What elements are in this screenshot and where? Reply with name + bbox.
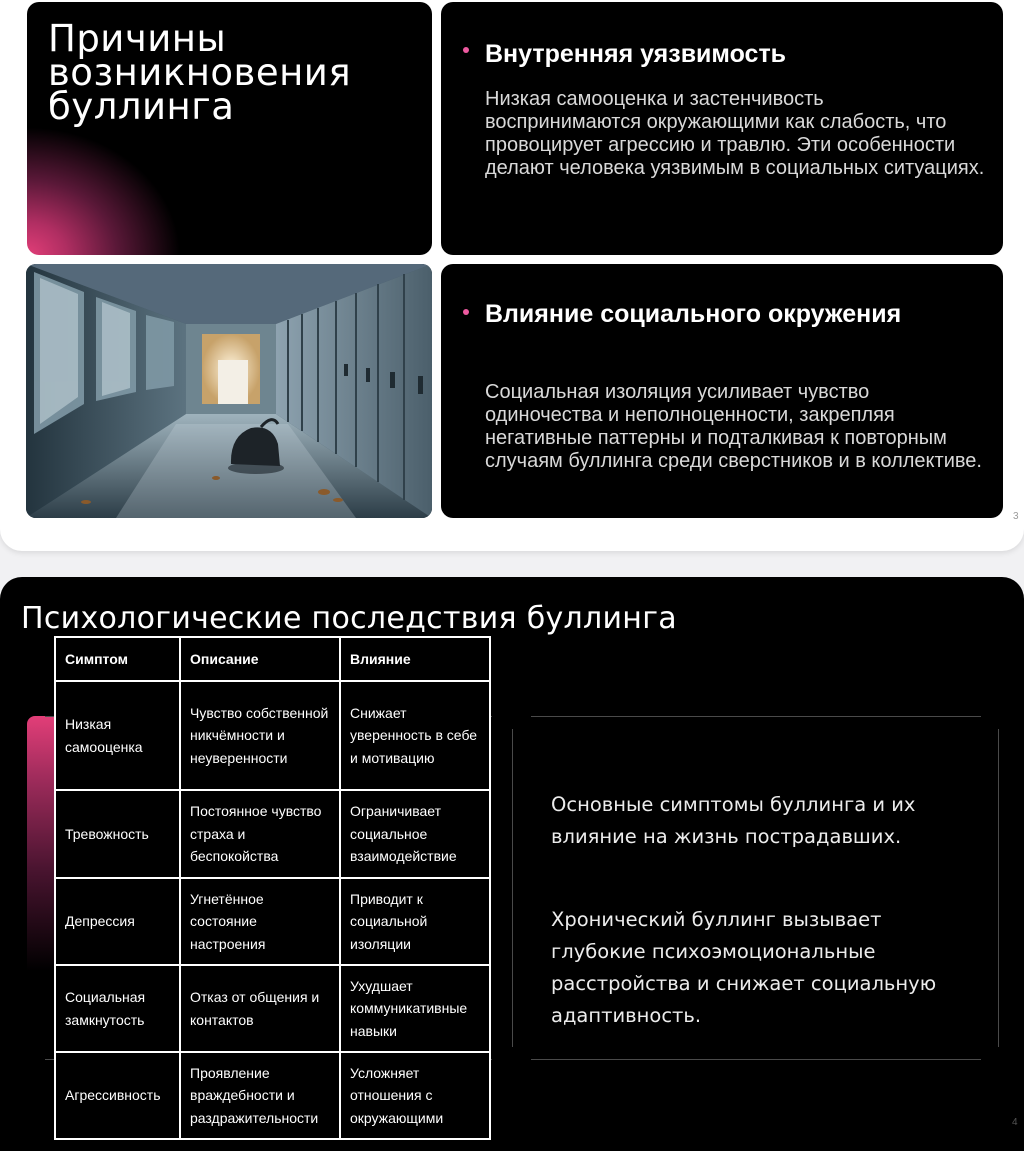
bullet-dot-icon	[463, 47, 469, 53]
table-cell: Ограничивает социальное взаимодействие	[340, 790, 490, 878]
card-heading: Внутренняя уязвимость	[485, 40, 787, 68]
slide-3	[0, 0, 1024, 551]
info-card-social-environment	[441, 264, 1003, 518]
card-text: Низкая самооценка и застенчивость воспринимаются окружающими как слабость, что провоцирует агрессию и травлю. Эти особенности делают человека уязвимым в социальных ситуациях.	[485, 88, 985, 179]
bullet-dot-icon	[463, 309, 469, 315]
divider	[998, 729, 999, 1047]
card-heading: Влияние социального окружения	[485, 300, 902, 328]
symptoms-table	[54, 636, 491, 1140]
table-cell: Ухудшает коммуникативные навыки	[340, 965, 490, 1052]
slide-title: Психологические последствия буллинга	[21, 601, 677, 636]
divider	[531, 716, 981, 717]
decorative-gradient	[27, 716, 57, 1056]
table-cell: Низкая самооценка	[55, 681, 180, 790]
table-cell: Депрессия	[55, 878, 180, 965]
column-header: Влияние	[340, 637, 490, 681]
table-cell: Чувство собственной никчёмности и неуверенности	[180, 681, 340, 790]
table-row	[55, 1052, 490, 1139]
column-header: Описание	[180, 637, 340, 681]
summary-paragraph: Хронический буллинг вызывает глубокие психоэмоциональные расстройства и снижает социальную адаптивность.	[551, 908, 937, 1027]
table-header-row	[55, 637, 490, 681]
table-row	[55, 878, 490, 965]
page-number: 4	[1012, 1117, 1018, 1128]
slide-4	[0, 577, 1024, 1151]
page-number: 3	[1013, 511, 1019, 522]
table-cell: Приводит к социальной изоляции	[340, 878, 490, 965]
divider	[531, 1059, 981, 1060]
title-card	[27, 2, 432, 255]
table-cell: Проявление враждебности и раздражительности	[180, 1052, 340, 1139]
slide-title: Причины возникновения буллинга	[48, 17, 352, 128]
summary-paragraph: Основные симптомы буллинга и их влияние на жизнь пострадавших.	[551, 793, 916, 848]
table-cell: Социальная замкнутость	[55, 965, 180, 1052]
hallway-photo	[26, 264, 432, 518]
table-row	[55, 965, 490, 1052]
card-text: Социальная изоляция усиливает чувство одиночества и неполноценности, закрепляя негативные паттерны и подталкивая к повторным случаям буллинга среди сверстников и в коллективе.	[485, 381, 982, 472]
table-cell: Снижает уверенность в себе и мотивацию	[340, 681, 490, 790]
table-cell: Агрессивность	[55, 1052, 180, 1139]
school-hallway-photo-icon	[26, 264, 432, 518]
table-cell: Угнетённое состояние настроения	[180, 878, 340, 965]
table-cell: Усложняет отношения с окружающими	[340, 1052, 490, 1139]
table-row	[55, 681, 490, 790]
divider	[512, 729, 513, 1047]
table-cell: Постоянное чувство страха и беспокойства	[180, 790, 340, 878]
info-card-internal-vulnerability	[441, 2, 1003, 255]
table-cell: Тревожность	[55, 790, 180, 878]
table-cell: Отказ от общения и контактов	[180, 965, 340, 1052]
column-header: Симптом	[55, 637, 180, 681]
table-row	[55, 790, 490, 878]
